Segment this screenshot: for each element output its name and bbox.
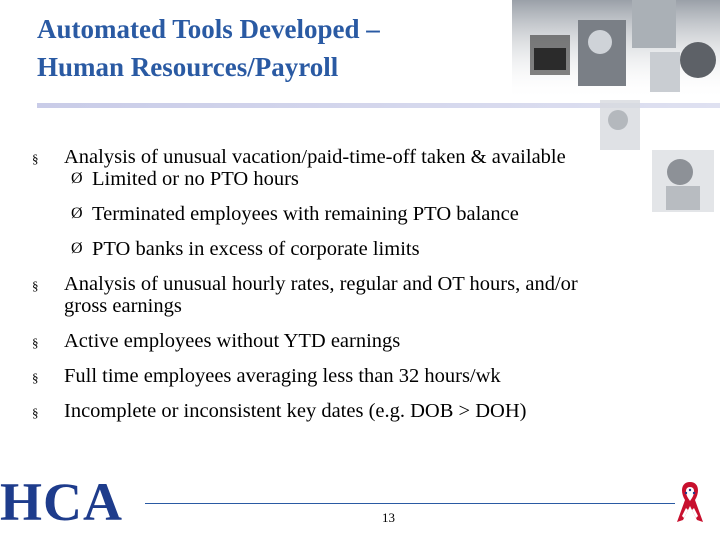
bullet-text: Active employees without YTD earnings bbox=[64, 330, 401, 352]
bullet-marker: § bbox=[32, 278, 39, 293]
arrow-bullet-icon: Ø bbox=[71, 205, 83, 222]
sub-bullet-text: Terminated employees with remaining PTO balance bbox=[92, 203, 519, 225]
ribbon-icon bbox=[673, 478, 707, 526]
bullet-item bbox=[32, 146, 682, 168]
sub-bullet-item bbox=[32, 238, 682, 260]
page-number: 13 bbox=[382, 510, 395, 525]
hca-logo: HCA bbox=[0, 472, 123, 532]
bullet-text-continued: gross earnings bbox=[64, 295, 182, 317]
bullet-text: Incomplete or inconsistent key dates (e.g. DOB > DOH) bbox=[64, 400, 527, 422]
title-line-2: Human Resources/Payroll bbox=[37, 52, 339, 82]
bullet-marker: § bbox=[32, 335, 39, 350]
bullet-text: Analysis of unusual vacation/paid-time-off taken & available bbox=[64, 146, 566, 168]
title-line-1: Automated Tools Developed – bbox=[37, 14, 380, 44]
footer-rule bbox=[145, 503, 675, 504]
arrow-bullet-icon: Ø bbox=[71, 240, 83, 257]
bullet-item bbox=[32, 330, 682, 352]
bullet-marker: § bbox=[32, 151, 39, 166]
bullet-item bbox=[32, 400, 682, 422]
sub-bullet-item bbox=[32, 168, 682, 190]
bullet-text: Analysis of unusual hourly rates, regular and OT hours, and/or bbox=[64, 273, 578, 295]
bullet-text: Full time employees averaging less than 32 hours/wk bbox=[64, 365, 501, 387]
sub-bullet-item bbox=[32, 203, 682, 225]
slide-title bbox=[37, 10, 507, 86]
sub-bullet-text: PTO banks in excess of corporate limits bbox=[92, 238, 420, 260]
bullet-marker: § bbox=[32, 370, 39, 385]
arrow-bullet-icon: Ø bbox=[71, 170, 83, 187]
bullet-item bbox=[32, 273, 682, 317]
bullet-list bbox=[32, 146, 682, 422]
sub-bullet-text: Limited or no PTO hours bbox=[92, 168, 299, 190]
bullet-marker: § bbox=[32, 405, 39, 420]
bullet-item bbox=[32, 365, 682, 387]
